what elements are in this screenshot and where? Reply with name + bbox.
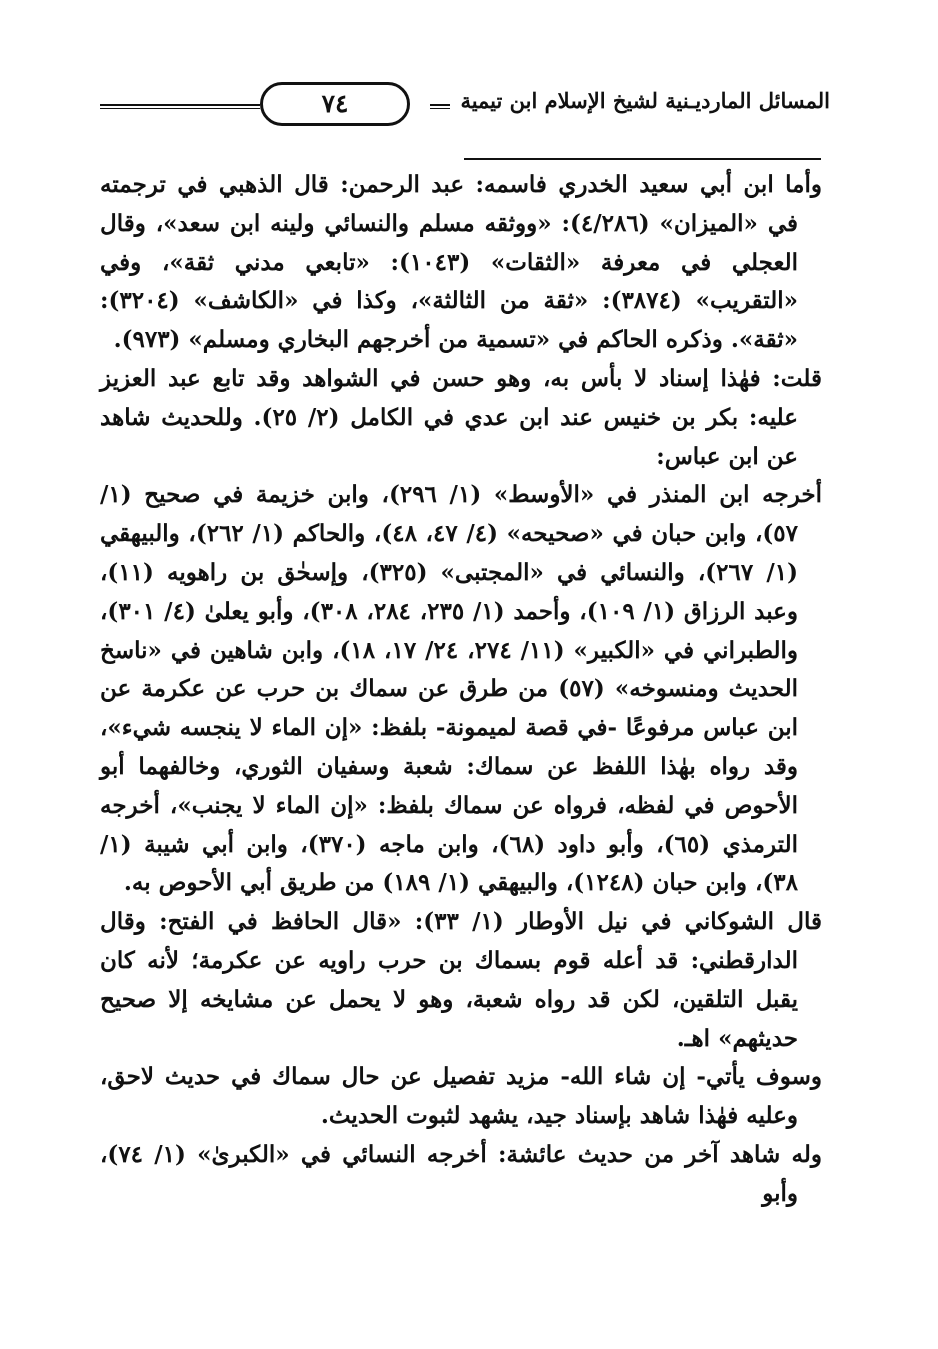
separator-line [464, 158, 821, 160]
paragraph-conclusion: وسوف يأتي- إن شاء الله- مزيد تفصيل عن حال سماك في حديث لاحق، وعليه فهٰذا شاهد بإسناد جيد، يشهد لثبوت الحديث. [100, 1063, 822, 1130]
body-text [100, 166, 822, 1214]
paragraph-shawkani-quote: قال الشوكاني في نيل الأوطار (١/ ٣٣): «قال الحافظ في الفتح: وقال الدارقطني: قد أعله قوم بسماك بن حرب راويه عن عكرمة؛ لأنه كان يقبل التلقين، لكن قد رواه شعبة، وهو لا يحمل عن مشايخه إلا صحيح حديثهم» اهـ. [100, 908, 822, 1052]
page-header [100, 78, 830, 130]
paragraph-aisha-witness: وله شاهد آخر من حديث عائشة: أخرجه النسائي في «الكبرىٰ» (١/ ٧٤)، وأبو [100, 1140, 822, 1207]
header-rule-left [100, 104, 260, 109]
running-title: المسائل المارديـنية لشيخ الإسلام ابن تيمية [460, 88, 830, 113]
page-number-badge [260, 82, 410, 126]
paragraph-isnad-assessment: قلت: فهٰذا إسناد لا بأس به، وهو حسن في الشواهد وقد تابع عبد العزيز عليه: بكر بن خنيس عند ابن عدي في الكامل (٢/ ٢٥). وللحديث شاهد عن ابن عباس: [100, 364, 822, 470]
page-number: ٧٤ [260, 82, 410, 126]
paragraph-narrator-biography: وأما ابن أبي سعيد الخدري فاسمه: عبد الرحمن: قال الذهبي في ترجمته في «الميزان» (٤/٢٨٦): «ووثقه مسلم والنسائي ولينه ابن سعد»، وقال العجلي في معرفة «الثقات» (١٠٤٣): «تابعي مدني ثقة»، وفي «التقريب» (٣٨٧٤): «ثقة من الثالثة»، وكذا في «الكاشف» (٣٢٠٤): «ثقة». وذكره الحاكم في «تسمية من أخرجهم البخاري ومسلم» (٩٧٣). [100, 171, 822, 354]
paragraph-ibn-abbas-takhrij: أخرجه ابن المنذر في «الأوسط» (١/ ٢٩٦)، وابن خزيمة في صحيح (١/ ٥٧)، وابن حبان في «صحيحه» (٤/ ٤٧، ٤٨)، والحاكم (١/ ٢٦٢)، والبيهقي (١/ ٢٦٧)، والنسائي في «المجتبى» (٣٢٥)، وإسحٰق بن راهويه (١١)، وعبد الرزاق (١/ ١٠٩)، وأحمد (١/ ٢٣٥، ٢٨٤، ٣٠٨)، وأبو يعلىٰ (٤/ ٣٠١)، والطبراني في «الكبير» (١١/ ٢٧٤، ٢٤/ ١٧، ١٨)، وابن شاهين في «ناسخ الحديث ومنسوخه» (٥٧) من طرق عن سماك بن حرب عن عكرمة عن ابن عباس مرفوعًا -في قصة لميمونة- بلفظ: «إن الماء لا ينجسه شيء»، وقد رواه بهٰذا اللفظ عن سماك: شعبة وسفيان الثوري، وخالفهما أبو الأحوص في لفظه، فرواه عن سماك بلفظ: «إن الماء لا يجنب»، أخرجه الترمذي (٦٥)، وأبو داود (٦٨)، وابن ماجه (٣٧٠)، وابن أبي شيبة (١/ ٣٨)، وابن حبان (١٢٤٨)، والبيهقي (١/ ١٨٩) من طريق أبي الأحوص به. [100, 481, 822, 897]
header-rule-middle [430, 104, 450, 109]
